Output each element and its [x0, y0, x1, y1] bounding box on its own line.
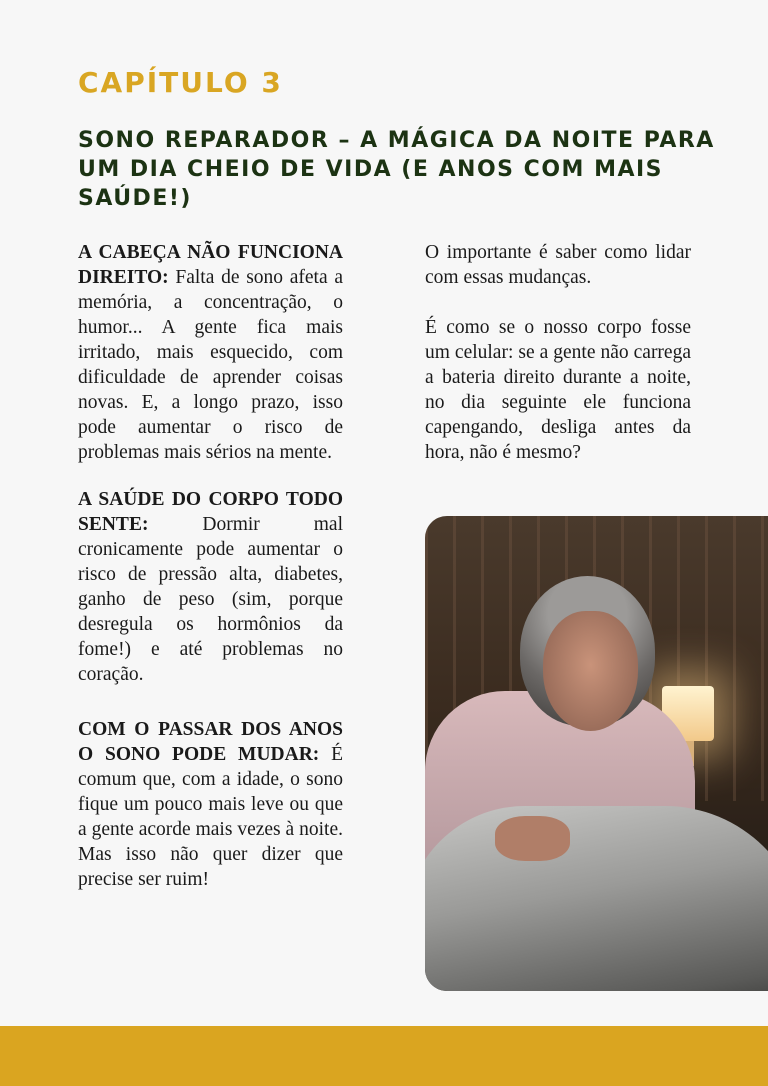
paragraph-heading: A SAÚDE DO CORPO TODO SENTE:: [78, 489, 343, 535]
chapter-title: SONO REPARADOR – A MÁGICA DA NOITE PARA UM DIA CHEIO DE VIDA (E ANOS COM MAIS SAÚDE!): [78, 128, 715, 211]
left-column: [78, 240, 343, 892]
paragraph-intro: O importante é saber como lidar com essas mudanças.: [425, 242, 691, 288]
face: [543, 611, 638, 731]
elderly-woman-in-bed-photo: [425, 516, 768, 991]
paragraph-heading: COM O PASSAR DOS ANOS O SONO PODE MUDAR:: [78, 719, 343, 765]
paragraph-cognition: [78, 240, 343, 465]
paragraph-heading: A CABEÇA NÃO FUNCIONA DIREITO:: [78, 242, 343, 288]
right-column: [425, 240, 691, 465]
paragraph-text: Falta de sono afeta a memória, a concentração, o humor... A gente fica mais irritado, mais esquecido, com dificuldade de aprender coisas novas. E, a longo prazo, isso pode aumentar o risco de problemas mais sérios na mente.: [78, 267, 343, 463]
hand: [495, 816, 570, 861]
paragraph-aging-sleep: [78, 717, 343, 892]
paragraph-text: Dormir mal cronicamente pode aumentar o risco de pressão alta, diabetes, ganho de peso (sim, porque desregula os hormônios da fome!) e até problemas no coração.: [78, 514, 343, 685]
chapter-label: CAPÍTULO 3: [78, 66, 283, 99]
footer-accent-bar: [0, 1026, 768, 1086]
blanket: [425, 806, 768, 991]
paragraph-body-health: [78, 487, 343, 687]
paragraph-text: É comum que, com a idade, o sono fique um pouco mais leve ou que a gente acorde mais vezes à noite. Mas isso não quer dizer que precise ser ruim!: [78, 744, 343, 890]
paragraph-phone-analogy: É como se o nosso corpo fosse um celular: se a gente não carrega a bateria direito durante a noite, no dia seguinte ele funciona capengando, desliga antes da hora, não é mesmo?: [425, 317, 691, 463]
